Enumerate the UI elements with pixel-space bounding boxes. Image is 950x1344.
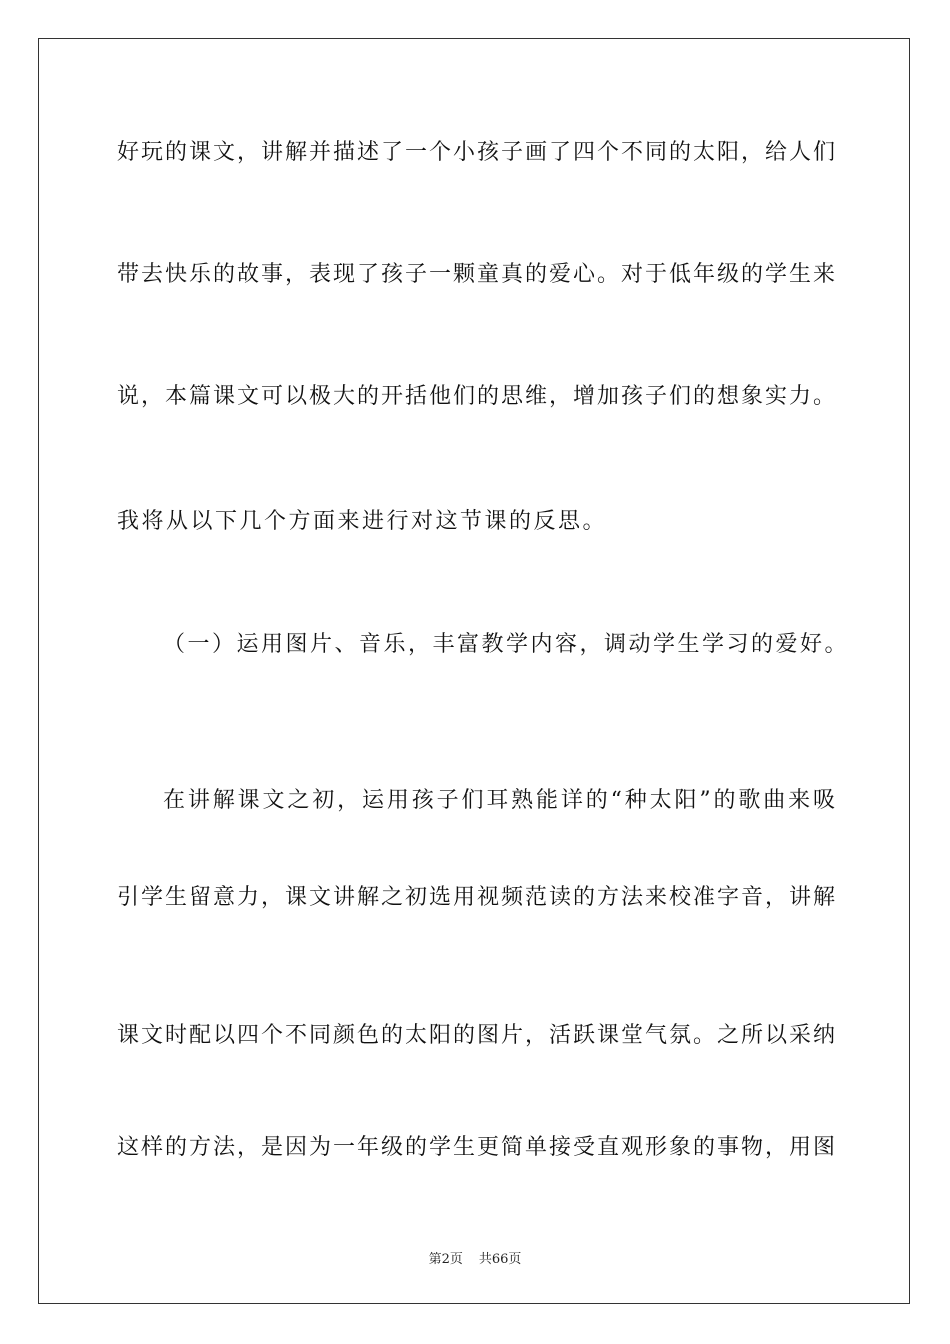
body-text-line: 这样的方法，是因为一年级的学生更简单接受直观形象的事物，用图 bbox=[117, 1135, 835, 1160]
section-heading: （一）运用图片、音乐，丰富教学内容，调动学生学习的爱好。 bbox=[163, 632, 850, 657]
body-text-line: 课文时配以四个不同颜色的太阳的图片，活跃课堂气氛。之所以采纳 bbox=[117, 1023, 835, 1048]
body-text-line: 带去快乐的故事，表现了孩子一颗童真的爱心。对于低年级的学生来 bbox=[117, 262, 835, 287]
body-text-line: 在讲解课文之初，运用孩子们耳熟能详的“种太阳”的歌曲来吸 bbox=[163, 788, 835, 813]
page-number: 第2页 bbox=[428, 1252, 463, 1267]
page-total: 共66页 bbox=[478, 1252, 522, 1267]
body-text-line: 说，本篇课文可以极大的开括他们的思维，增加孩子们的想象实力。 bbox=[117, 384, 835, 409]
body-text-line: 引学生留意力，课文讲解之初选用视频范读的方法来校准字音，讲解 bbox=[117, 885, 835, 910]
body-text-line: 好玩的课文，讲解并描述了一个小孩子画了四个不同的太阳，给人们 bbox=[117, 140, 835, 165]
page-border bbox=[38, 38, 910, 1304]
body-text-line: 我将从以下几个方面来进行对这节课的反思。 bbox=[117, 509, 608, 534]
page-footer bbox=[0, 1248, 950, 1267]
